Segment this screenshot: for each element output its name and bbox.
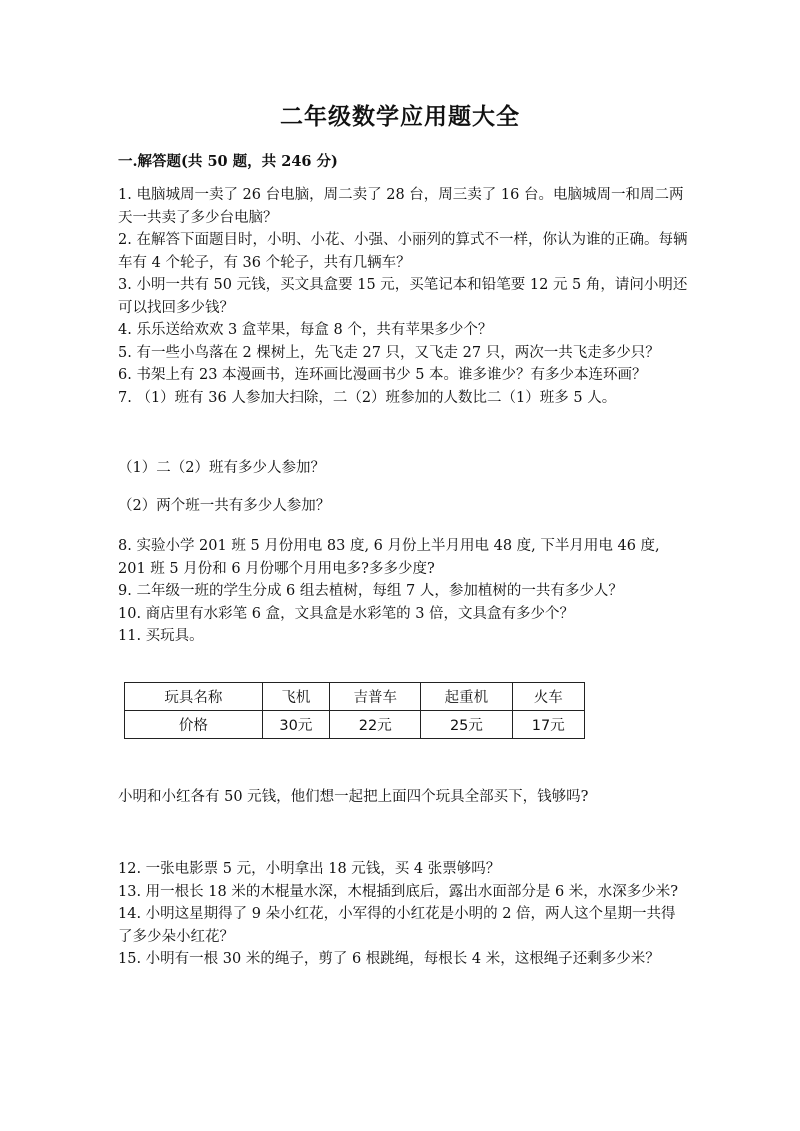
question-1: 1. 电脑城周一卖了 26 台电脑，周二卖了 28 台，周三卖了 16 台。电脑城周一和周二两天一共卖了多少台电脑？ [118,187,684,226]
question-12: 12. 一张电影票 5 元，小明拿出 18 元钱，买 4 张票够吗？ [118,861,501,877]
table-cell: 22元 [330,711,421,739]
question-8: 8. 实验小学 201 班 5 月份用电 83 度, 6 月份上半月用电 48 度, 下半月用电 46 度, 201 班 5 月份和 6 月份哪个月用电多?多多少度? [118,538,660,577]
question-7-part-2: （2）两个班一共有多少人参加？ [118,498,331,514]
question-2: 2. 在解答下面题目时，小明、小花、小强、小丽列的算式不一样，你认为谁的正确。每辆车有 4 个轮子，有 36 个轮子，共有几辆车？ [118,232,688,271]
question-6: 6. 书架上有 23 本漫画书，连环画比漫画书少 5 本。谁多谁少？有多少本连环画？ [118,367,647,383]
question-11: 11. 买玩具。 [118,628,204,644]
question-14: 14. 小明这星期得了 9 朵小红花，小军得的小红花是小明的 2 倍，两人这个星期一共得了多少朵小红花？ [118,906,676,945]
question-15: 15. 小明有一根 30 米的绳子，剪了 6 根跳绳，每根长 4 米，这根绳子还剩多少米？ [118,951,660,967]
question-10: 10. 商店里有水彩笔 6 盒，文具盒是水彩笔的 3 倍，文具盒有多少个？ [118,605,575,622]
question-7-part-1: （1）二（2）班有多少人参加？ [118,460,325,476]
question-list-c [118,858,688,971]
question-9: 9. 二年级一班的学生分成 6 组去植树，每组 7 人，参加植树的一共有多少人？ [118,583,623,599]
toy-price-table [124,682,585,739]
question-4: 4. 乐乐送给欢欢 3 盒苹果，每盒 8 个，共有苹果多少个？ [118,322,493,338]
table-header-cell: 吉普车 [330,683,421,711]
table-cell: 价格 [125,711,263,739]
question-list-b [118,535,688,648]
section-heading: 一.解答题(共 50 题，共 246 分) [118,153,338,170]
table-cell: 30元 [262,711,329,739]
question-3: 3. 小明一共有 50 元钱，买文具盒要 15 元，买笔记本和铅笔要 12 元 5 角，请问小明还可以找回多少钱？ [118,277,688,316]
question-11-prompt: 小明和小红各有 50 元钱，他们想一起把上面四个玩具全部买下，钱够吗? [118,789,589,805]
question-list-a [118,184,688,409]
question-5: 5. 有一些小鸟落在 2 棵树上，先飞走 27 只，又飞走 27 只，两次一共飞走多少只？ [118,344,660,361]
table-header-cell: 火车 [512,683,584,711]
table-cell: 25元 [421,711,512,739]
question-13: 13. 用一根长 18 米的木棍量水深，木棍插到底后，露出水面部分是 6 米，水深多少米? [118,883,679,900]
table-header-cell: 飞机 [262,683,329,711]
question-7: 7. （1）班有 36 人参加大扫除，二（2）班参加的人数比二（1）班多 5 人。 [118,389,617,406]
table-header-cell: 玩具名称 [125,683,263,711]
table-cell: 17元 [512,711,584,739]
table-row [125,711,585,739]
table-header-row [125,683,585,711]
page-title: 二年级数学应用题大全 [280,103,520,130]
table-header-cell: 起重机 [421,683,512,711]
